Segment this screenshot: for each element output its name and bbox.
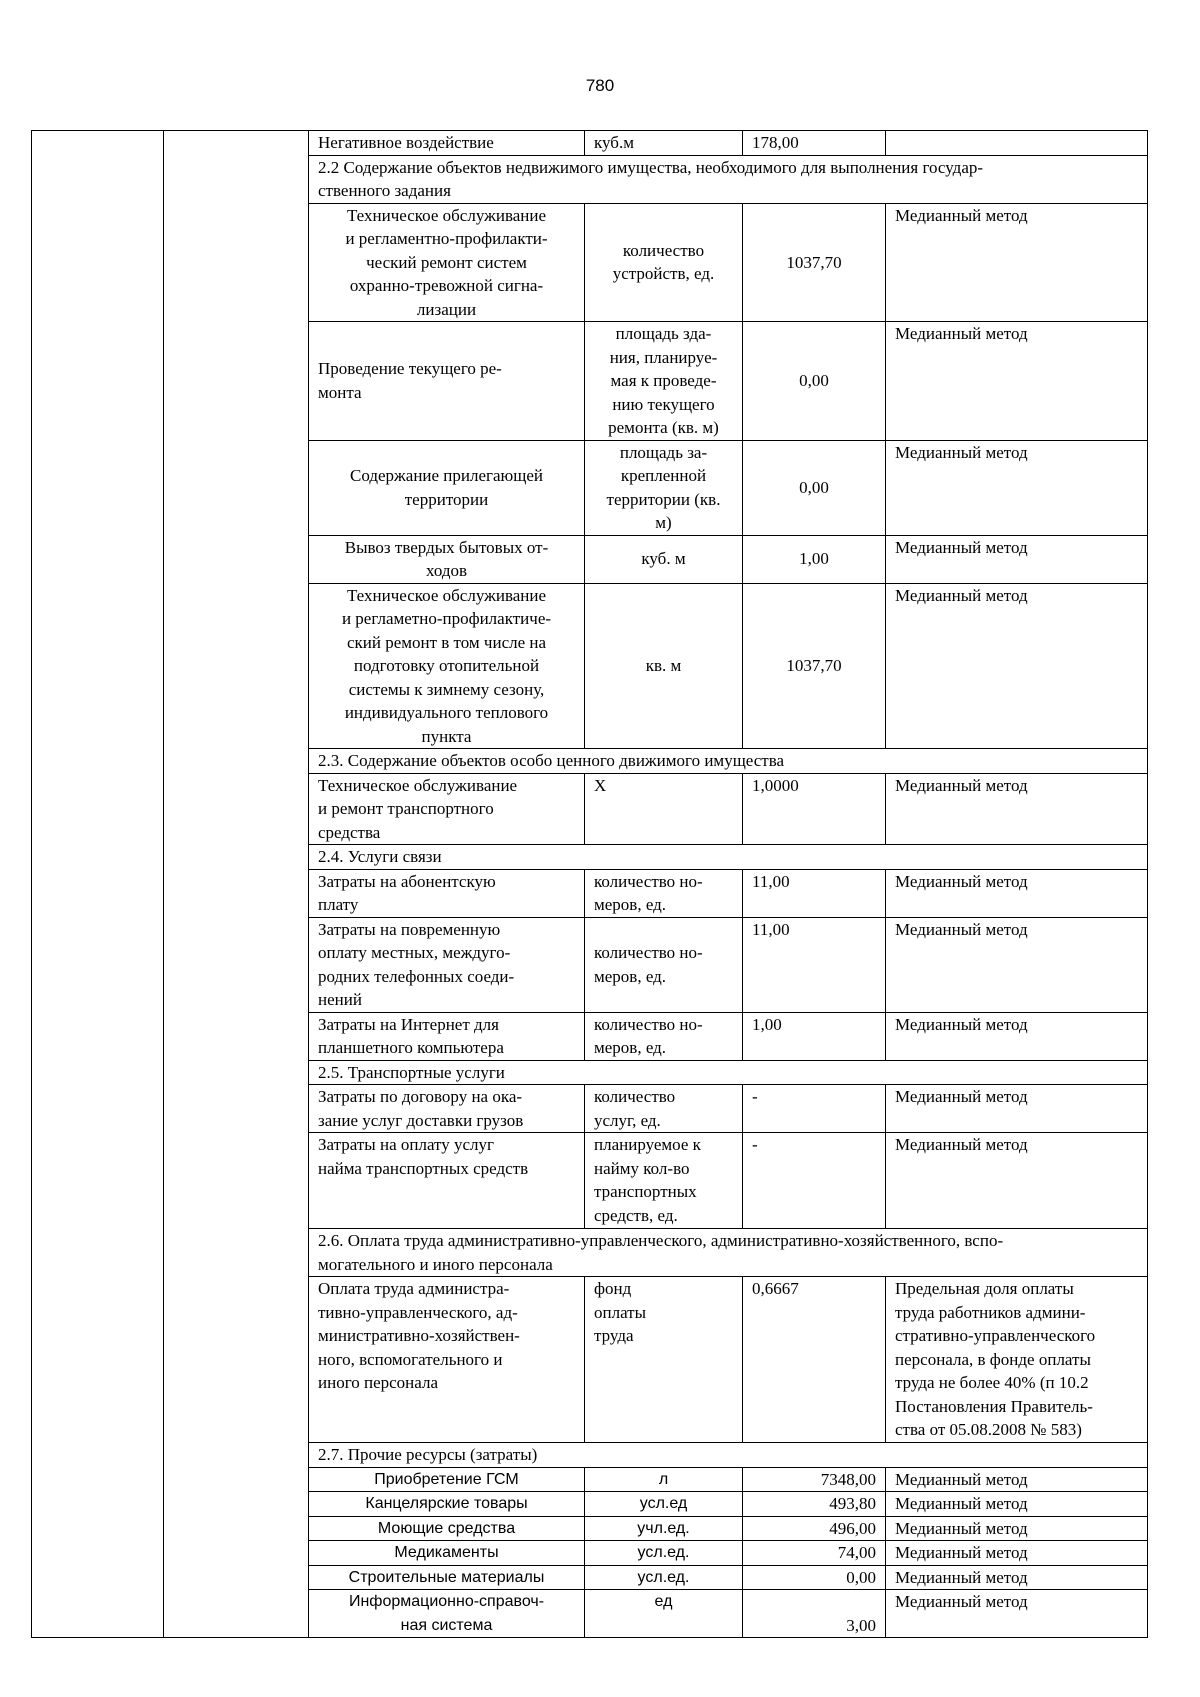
resource-name: Строительные материалы	[309, 1565, 585, 1590]
calculation-method: Медианный метод	[886, 203, 1148, 322]
resource-name: Затраты на оплату услуг найма транспортных средств	[309, 1133, 585, 1229]
norm-value: -	[743, 1085, 886, 1133]
calculation-method: Медианный метод	[886, 1565, 1148, 1590]
norm-value: 74,00	[743, 1541, 886, 1566]
resource-name: Проведение текущего ре- монта	[309, 322, 585, 441]
norm-value: 1037,70	[743, 583, 886, 749]
unit-of-measure: площадь за- крепленной территории (кв. м)	[585, 440, 743, 535]
unit-of-measure: фонд оплаты труда	[585, 1277, 743, 1443]
norm-value: 0,00	[743, 1565, 886, 1590]
unit-of-measure: количество но- меров, ед.	[585, 917, 743, 1012]
resource-name: Моющие средства	[309, 1516, 585, 1541]
left-blank-column-2	[164, 131, 309, 1638]
unit-of-measure: л	[585, 1467, 743, 1492]
norm-value: 1,00	[743, 1012, 886, 1060]
unit-of-measure: куб.м	[585, 131, 743, 156]
norm-value: 3,00	[743, 1590, 886, 1638]
norm-value: 1,0000	[743, 773, 886, 845]
norm-value: 178,00	[743, 131, 886, 156]
calculation-method: Медианный метод	[886, 322, 1148, 441]
norm-value: 493,80	[743, 1492, 886, 1517]
calculation-method: Медианный метод	[886, 1467, 1148, 1492]
calculation-method: Медианный метод	[886, 583, 1148, 749]
unit-of-measure: количество устройств, ед.	[585, 203, 743, 322]
calculation-method: Медианный метод	[886, 1590, 1148, 1638]
section-heading: 2.7. Прочие ресурсы (затраты)	[309, 1443, 1148, 1468]
norm-value: 0,6667	[743, 1277, 886, 1443]
resource-name: Затраты на абонентскую плату	[309, 869, 585, 917]
calculation-method: Медианный метод	[886, 440, 1148, 535]
norm-value: 0,00	[743, 322, 886, 441]
page-number: 780	[585, 76, 615, 95]
unit-of-measure: куб. м	[585, 535, 743, 583]
calculation-method: Медианный метод	[886, 773, 1148, 845]
resource-name: Вывоз твердых бытовых от- ходов	[309, 535, 585, 583]
resource-name: Затраты на Интернет для планшетного компьютера	[309, 1012, 585, 1060]
calculation-method: Предельная доля оплаты труда работников админи- стративно-управленческого персонала, в фонде оплаты труда не более 40% (п 10.2 Постановления Правитель- ства от 05.08.2008 № 583)	[886, 1277, 1148, 1443]
calculation-method: Медианный метод	[886, 1541, 1148, 1566]
calculation-method	[886, 131, 1148, 156]
cost-norms-table	[31, 130, 1148, 1638]
norm-value: 1,00	[743, 535, 886, 583]
section-heading: 2.3. Содержание объектов особо ценного движимого имущества	[309, 749, 1148, 774]
norm-value: 1037,70	[743, 203, 886, 322]
unit-of-measure: количество но- меров, ед.	[585, 1012, 743, 1060]
section-heading: 2.5. Транспортные услуги	[309, 1060, 1148, 1085]
calculation-method: Медианный метод	[886, 869, 1148, 917]
resource-name: Оплата труда администра- тивно-управленческого, ад- министративно-хозяйствен- ного, вспомогательного и иного персонала	[309, 1277, 585, 1443]
table-row	[32, 131, 1148, 156]
calculation-method: Медианный метод	[886, 917, 1148, 1012]
left-blank-column-1	[32, 131, 164, 1638]
section-heading: 2.6. Оплата труда административно-управленческого, административно-хозяйственного, вспо- могательного и иного персонала	[309, 1229, 1148, 1277]
unit-of-measure: площадь зда- ния, планируе- мая к проведе- нию текущего ремонта (кв. м)	[585, 322, 743, 441]
unit-of-measure: учл.ед.	[585, 1516, 743, 1541]
unit-of-measure: планируемое к найму кол-во транспортных средств, ед.	[585, 1133, 743, 1229]
resource-name: Канцелярские товары	[309, 1492, 585, 1517]
resource-name: Техническое обслуживание и регламентно-профилакти- ческий ремонт систем охранно-тревожной сигна- лизации	[309, 203, 585, 322]
calculation-method: Медианный метод	[886, 1516, 1148, 1541]
section-heading: 2.4. Услуги связи	[309, 845, 1148, 870]
calculation-method: Медианный метод	[886, 1085, 1148, 1133]
calculation-method: Медианный метод	[886, 535, 1148, 583]
unit-of-measure: ед	[585, 1590, 743, 1638]
resource-name: Затраты на повременную оплату местных, междуго- родних телефонных соеди- нений	[309, 917, 585, 1012]
unit-of-measure: количество но- меров, ед.	[585, 869, 743, 917]
calculation-method: Медианный метод	[886, 1492, 1148, 1517]
resource-name: Техническое обслуживание и ремонт транспортного средства	[309, 773, 585, 845]
calculation-method: Медианный метод	[886, 1133, 1148, 1229]
resource-name: Содержание прилегающей территории	[309, 440, 585, 535]
resource-name: Негативное воздействие	[309, 131, 585, 156]
unit-of-measure: Х	[585, 773, 743, 845]
unit-of-measure: усл.ед	[585, 1492, 743, 1517]
resource-name: Приобретение ГСМ	[309, 1467, 585, 1492]
norm-value: 496,00	[743, 1516, 886, 1541]
resource-name: Техническое обслуживание и регламетно-профилактиче- ский ремонт в том числе на подготовку отопительной системы к зимнему сезону, индивидуального теплового пункта	[309, 583, 585, 749]
resource-name: Медикаменты	[309, 1541, 585, 1566]
resource-name: Затраты по договору на ока- зание услуг доставки грузов	[309, 1085, 585, 1133]
section-heading: 2.2 Содержание объектов недвижимого имущества, необходимого для выполнения государ- ственного задания	[309, 155, 1148, 203]
unit-of-measure: количество услуг, ед.	[585, 1085, 743, 1133]
norm-value: 11,00	[743, 869, 886, 917]
norm-value: 0,00	[743, 440, 886, 535]
calculation-method: Медианный метод	[886, 1012, 1148, 1060]
norm-value: 11,00	[743, 917, 886, 1012]
norm-value: 7348,00	[743, 1467, 886, 1492]
unit-of-measure: кв. м	[585, 583, 743, 749]
norm-value: -	[743, 1133, 886, 1229]
unit-of-measure: усл.ед.	[585, 1565, 743, 1590]
unit-of-measure: усл.ед.	[585, 1541, 743, 1566]
resource-name: Информационно-справоч- ная система	[309, 1590, 585, 1638]
